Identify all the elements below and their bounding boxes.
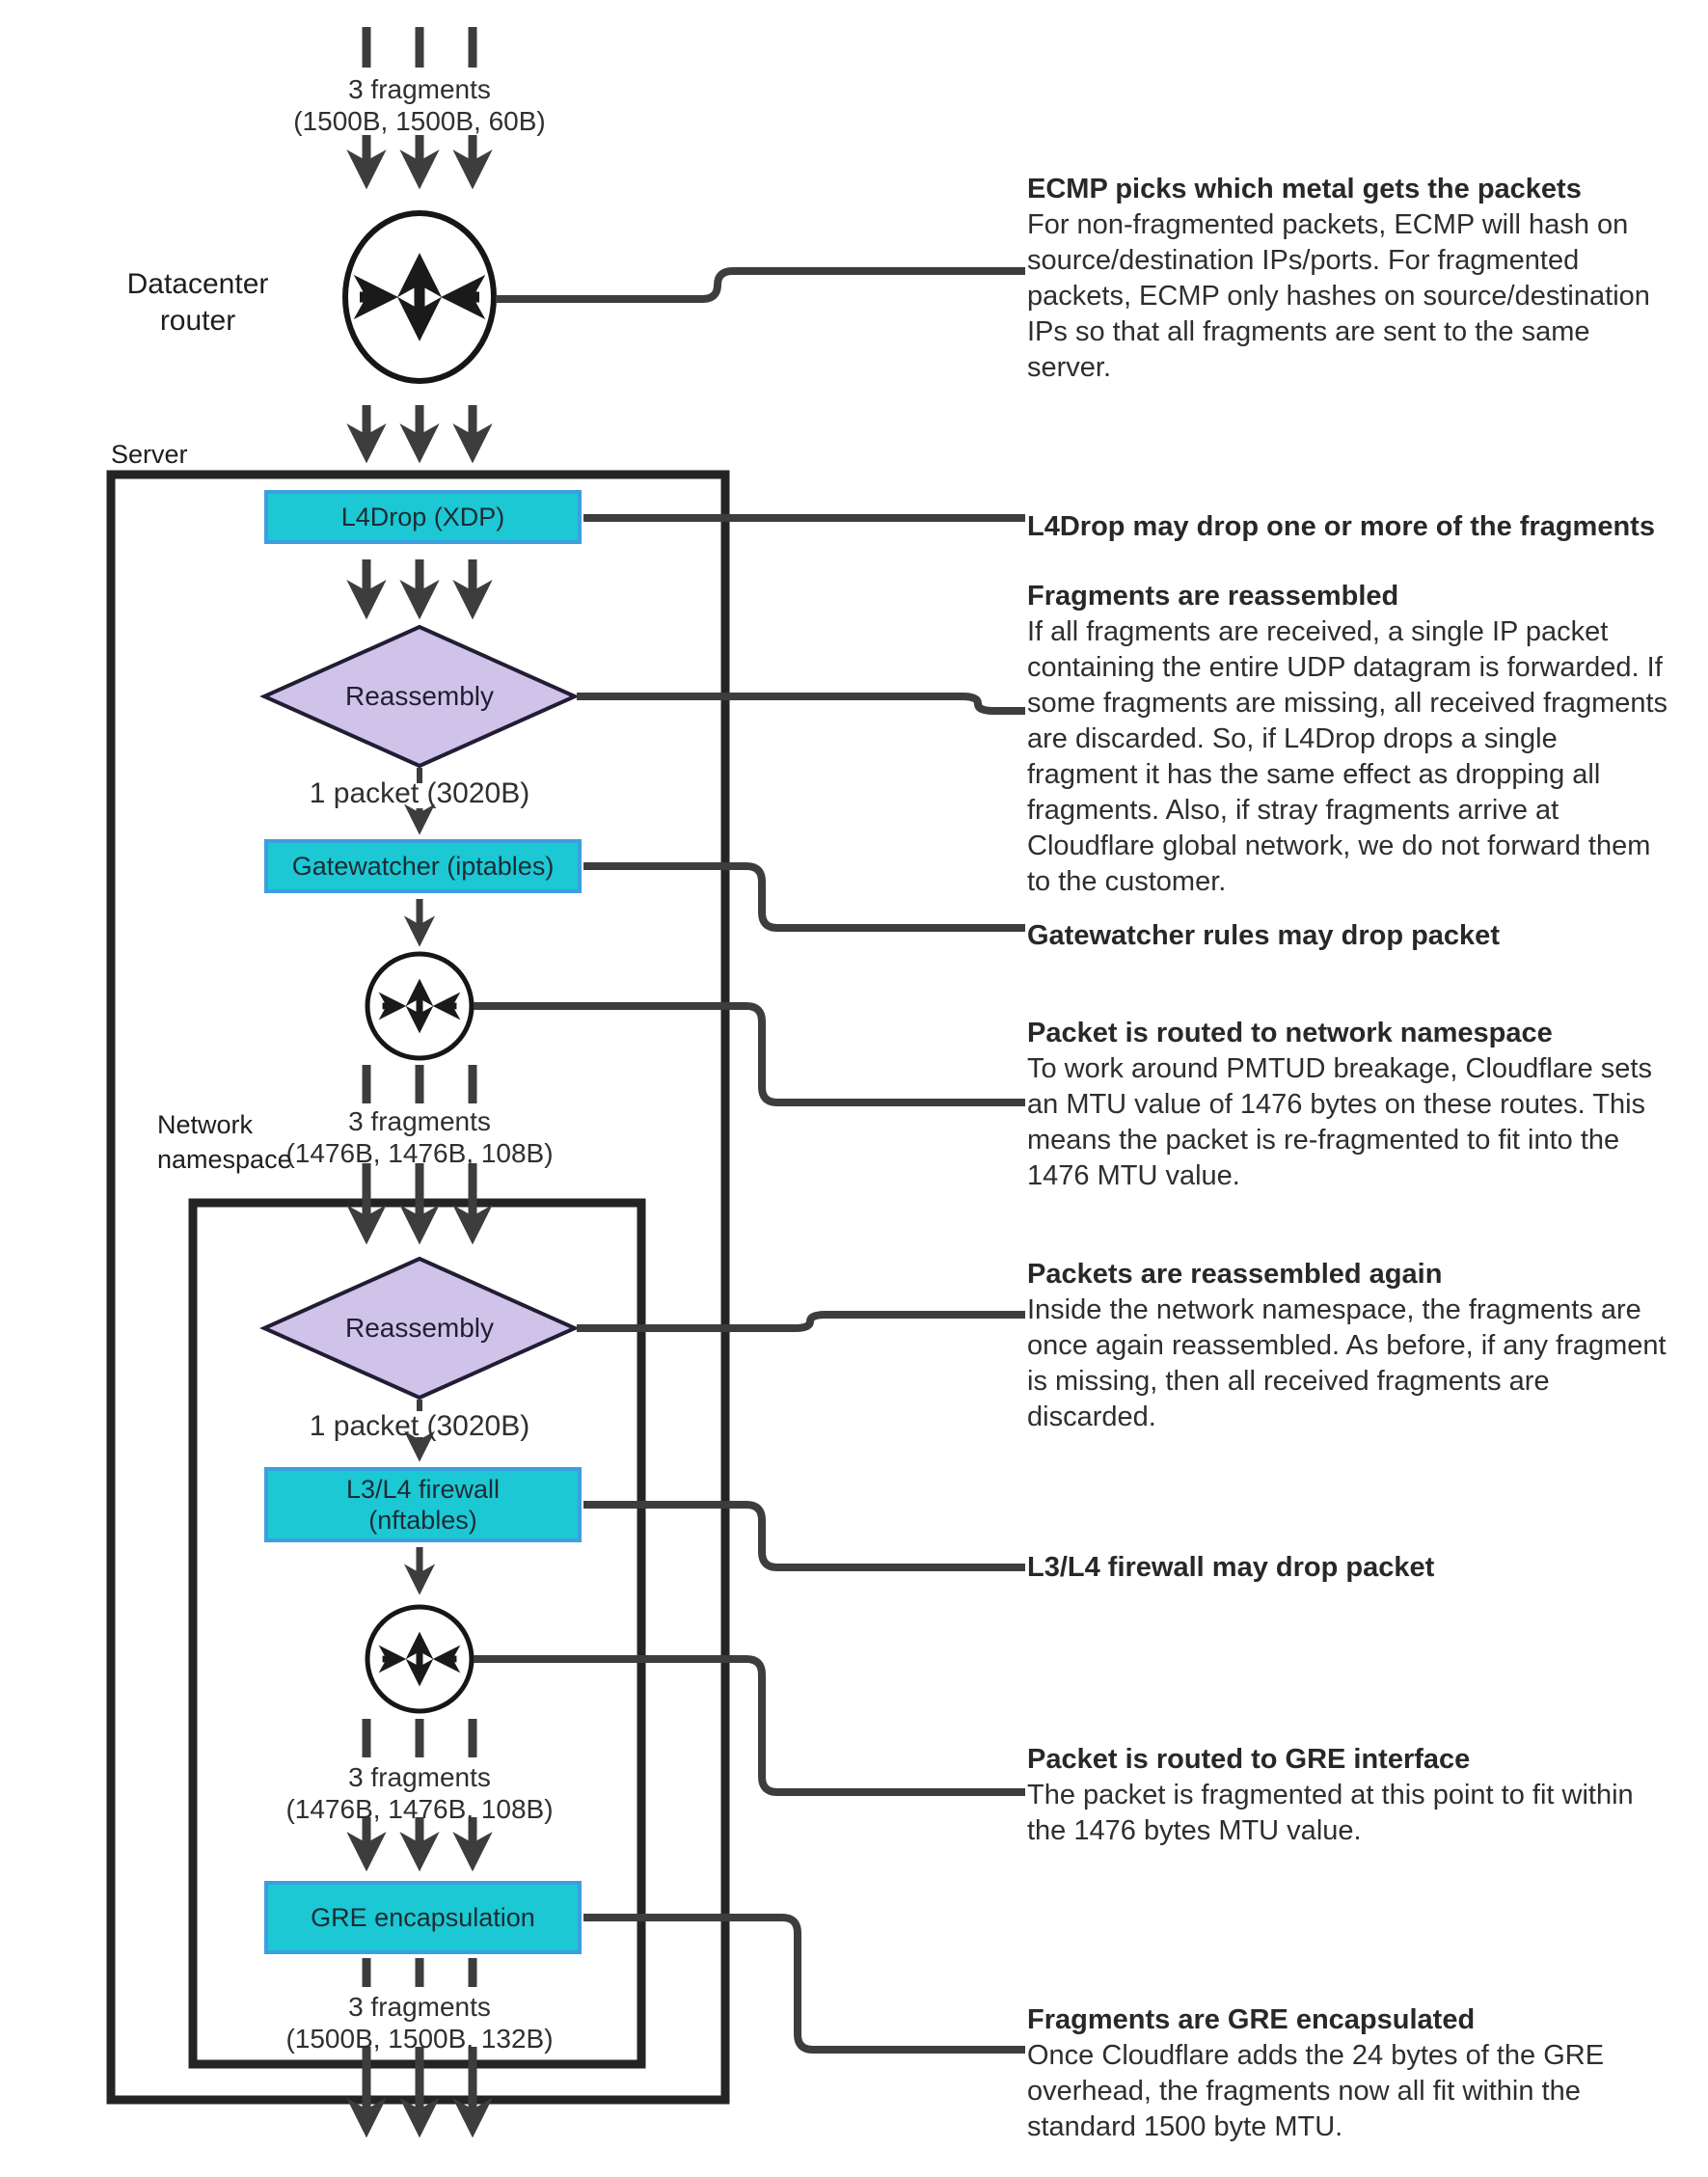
- firewall-label-line2: (nftables): [368, 1506, 477, 1535]
- datacenter-router-icon: [345, 213, 494, 381]
- gre-label: GRE encapsulation: [311, 1903, 535, 1932]
- fragments-sizes: (1476B, 1476B, 108B): [285, 1138, 554, 1168]
- datacenter-router-label: Datacenter router: [126, 268, 269, 337]
- annotation-title: L4Drop may drop one or more of the fragments: [1027, 511, 1655, 542]
- server-router-icon: [367, 954, 472, 1058]
- gatewatcher-label: Gatewatcher (iptables): [291, 852, 555, 881]
- network-namespace-label: Network namespace: [157, 1110, 292, 1174]
- namespace-router-icon: [367, 1607, 472, 1711]
- annotation-title: ECMP picks which metal gets the packets: [1027, 174, 1582, 204]
- annotation-body: For non-fragmented packets, ECMP will hash on source/destination IPs/ports. For fragmented packets, ECMP only hashes on source/destination IPs so that all fragments are sent to the same server.: [1027, 209, 1650, 383]
- annotation-title: Fragments are GRE encapsulated: [1027, 2004, 1476, 2035]
- reassembly1-label: Reassembly: [344, 681, 495, 711]
- firewall-node: [264, 1467, 582, 1542]
- gatewatcher-node: [264, 839, 582, 893]
- fragments-label-gre: [275, 1761, 564, 1825]
- fragment-arrows-exit: [366, 2047, 473, 2126]
- reassembly2-label: Reassembly: [344, 1313, 495, 1343]
- annotation-ecmp: [1027, 172, 1675, 386]
- fragments-count: 3 fragments: [348, 74, 491, 104]
- fragment-arrows-into-router: [366, 135, 473, 177]
- fragment-dashes-mid: [366, 1065, 473, 1103]
- annotation-gre-interface: [1027, 1742, 1675, 1849]
- l4drop-label: L4Drop (XDP): [340, 503, 505, 531]
- fragments-label-bottom: [275, 1991, 564, 2055]
- annotation-body: Once Cloudflare adds the 24 bytes of the GRE overhead, the fragments now all fit within the standard 1500 byte MTU.: [1027, 2040, 1605, 2142]
- annotation-title: Packet is routed to network namespace: [1027, 1018, 1553, 1048]
- annotation-title: Fragments are reassembled: [1027, 581, 1399, 612]
- fragments-label-top: [275, 73, 564, 137]
- annotation-reassembled-again: [1027, 1257, 1675, 1435]
- fragments-sizes: (1500B, 1500B, 60B): [293, 106, 546, 136]
- annotation-gre-encapsulated: [1027, 2002, 1675, 2145]
- fragments-count: 3 fragments: [348, 1762, 491, 1792]
- fragment-arrows-to-reassembly1: [366, 559, 473, 608]
- gre-node: [264, 1881, 582, 1954]
- fragment-arrows-into-server: [366, 405, 473, 451]
- packet-label-1: 1 packet (3020B): [309, 777, 530, 809]
- fragment-arrows-into-namespace: [366, 1163, 473, 1233]
- annotation-title: L3/L4 firewall may drop packet: [1027, 1552, 1435, 1583]
- fragment-dashes-top: [366, 27, 473, 68]
- annotation-title: Packet is routed to GRE interface: [1027, 1744, 1471, 1775]
- fragments-count: 3 fragments: [348, 1992, 491, 2022]
- fragments-sizes: (1500B, 1500B, 132B): [285, 2024, 554, 2054]
- server-label: Server: [111, 440, 188, 469]
- annotation-reassembled: [1027, 579, 1675, 900]
- annotation-title: Gatewatcher rules may drop packet: [1027, 920, 1500, 951]
- fragments-sizes: (1476B, 1476B, 108B): [285, 1794, 554, 1824]
- annotation-l4drop: [1027, 509, 1675, 545]
- l4drop-node: [264, 490, 582, 544]
- fragments-count: 3 fragments: [348, 1106, 491, 1136]
- annotation-gatewatcher: [1027, 918, 1675, 954]
- annotation-body: The packet is fragmented at this point to fit within the 1476 bytes MTU value.: [1027, 1780, 1634, 1846]
- packet-label-2: 1 packet (3020B): [309, 1410, 530, 1442]
- annotation-body: To work around PMTUD breakage, Cloudflare sets an MTU value of 1476 bytes on these routes. This means the packet is re-fragmented to fit into the 1476 MTU value.: [1027, 1053, 1652, 1191]
- annotation-title: Packets are reassembled again: [1027, 1259, 1443, 1290]
- annotation-body: Inside the network namespace, the fragments are once again reassembled. As before, if any fragment is missing, then all received fragments are discarded.: [1027, 1294, 1667, 1432]
- annotation-body: If all fragments are received, a single IP packet containing the entire UDP datagram is forwarded. If some fragments are missing, all received fragments are discarded. So, if L4Drop drops a single fragment it has the same effect as dropping all fragments. Also, if stray fragments arrive at Cloudflare global network, we do not forward them to the customer.: [1027, 616, 1668, 897]
- firewall-label-line1: L3/L4 firewall: [345, 1475, 501, 1504]
- annotation-firewall: [1027, 1550, 1675, 1586]
- fragment-dashes-gre: [366, 1719, 473, 1757]
- annotation-netns: [1027, 1016, 1675, 1194]
- fragment-dashes-bottom: [366, 1958, 473, 1987]
